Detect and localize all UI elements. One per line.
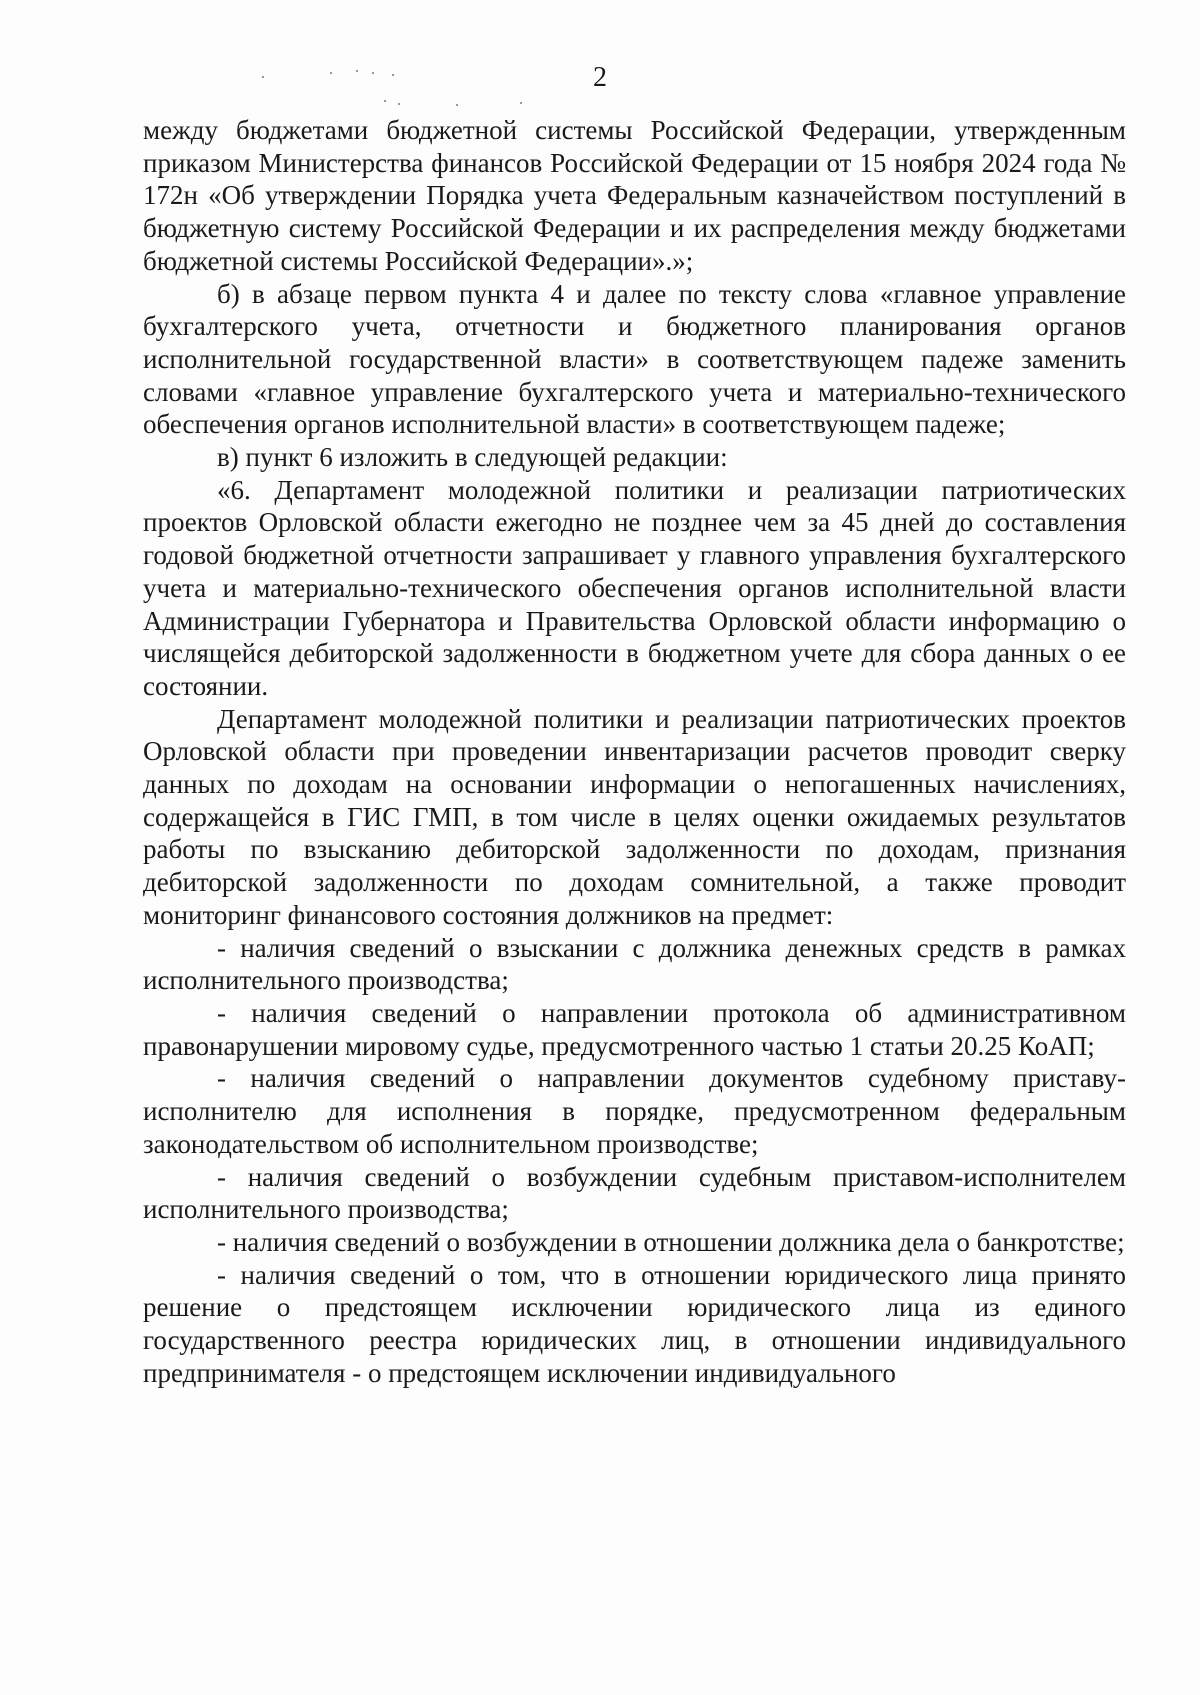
paragraph: Департамент молодежной политики и реализации патриотических проектов Орловской области при проведении инвентаризации расчетов проводит сверку данных по доходам на основании информации о непогашенных начислениях, содержащейся в ГИС ГМП, в том числе в целях оценки ожидаемых результатов работы по взысканию дебиторской задолженности по доходам, признания дебиторской задолженности по доходам сомнительной, а также проводит мониторинг финансового состояния должников на предмет:	[143, 703, 1126, 930]
list-item: - наличия сведений о взыскании с должника денежных средств в рамках исполнительного производства;	[143, 932, 1126, 996]
scan-speck	[262, 76, 264, 78]
paragraph: между бюджетами бюджетной системы Российской Федерации, утвержденным приказом Министерства финансов Российской Федерации от 15 ноября 2024 года № 172н «Об утверждении Порядка учета Федеральным казначейством поступлений в бюджетную систему Российской Федерации и их распределения между бюджетами бюджетной системы Российской Федерации».»;	[143, 115, 1126, 276]
document-body	[143, 114, 1126, 1389]
list-item: - наличия сведений о возбуждении в отношении должника дела о банкротстве;	[217, 1226, 1125, 1257]
scan-speck	[356, 70, 358, 72]
list-item: - наличия сведений о направлении протокола об административном правонарушении мировому судье, предусмотренного частью 1 статьи 20.25 КоАП;	[143, 997, 1126, 1061]
scan-speck	[372, 72, 374, 74]
paragraph: «6. Департамент молодежной политики и реализации патриотических проектов Орловской области ежегодно не позднее чем за 45 дней до составления годовой бюджетной отчетности запрашивает у главного управления бухгалтерского учета и материально-технического обеспечения органов исполнительной власти Администрации Губернатора и Правительства Орловской области информацию о числящейся дебиторской задолженности в бюджетном учете для сбора данных о ее состоянии.	[143, 474, 1126, 701]
scan-speck	[398, 103, 400, 105]
page-number: 2	[593, 62, 607, 93]
scan-speck	[392, 74, 394, 76]
scan-speck	[520, 102, 522, 104]
scan-speck	[456, 104, 458, 106]
paragraph: в) пункт 6 изложить в следующей редакции:	[217, 442, 728, 473]
list-item: - наличия сведений о направлении документов судебному приставу-исполнителю для исполнения в порядке, предусмотренном федеральным законодательством об исполнительном производстве;	[143, 1063, 1126, 1159]
scan-speck	[384, 100, 386, 102]
paragraph: б) в абзаце первом пункта 4 и далее по тексту слова «главное управление бухгалтерского учета, отчетности и бюджетного планирования органов исполнительной государственной власти» в соответствующем падеже заменить словами «главное управление бухгалтерского учета и материально-технического обеспечения органов исполнительной власти» в соответствующем падеже;	[143, 278, 1126, 440]
list-item: - наличия сведений о том, что в отношении юридического лица принято решение о предстоящем исключении юридического лица из единого государственного реестра юридических лиц, в отношении индивидуального предпринимателя - о предстоящем исключении индивидуального	[143, 1259, 1126, 1388]
scan-speck	[330, 72, 332, 74]
list-item: - наличия сведений о возбуждении судебным приставом-исполнителем исполнительного производства;	[143, 1161, 1126, 1225]
